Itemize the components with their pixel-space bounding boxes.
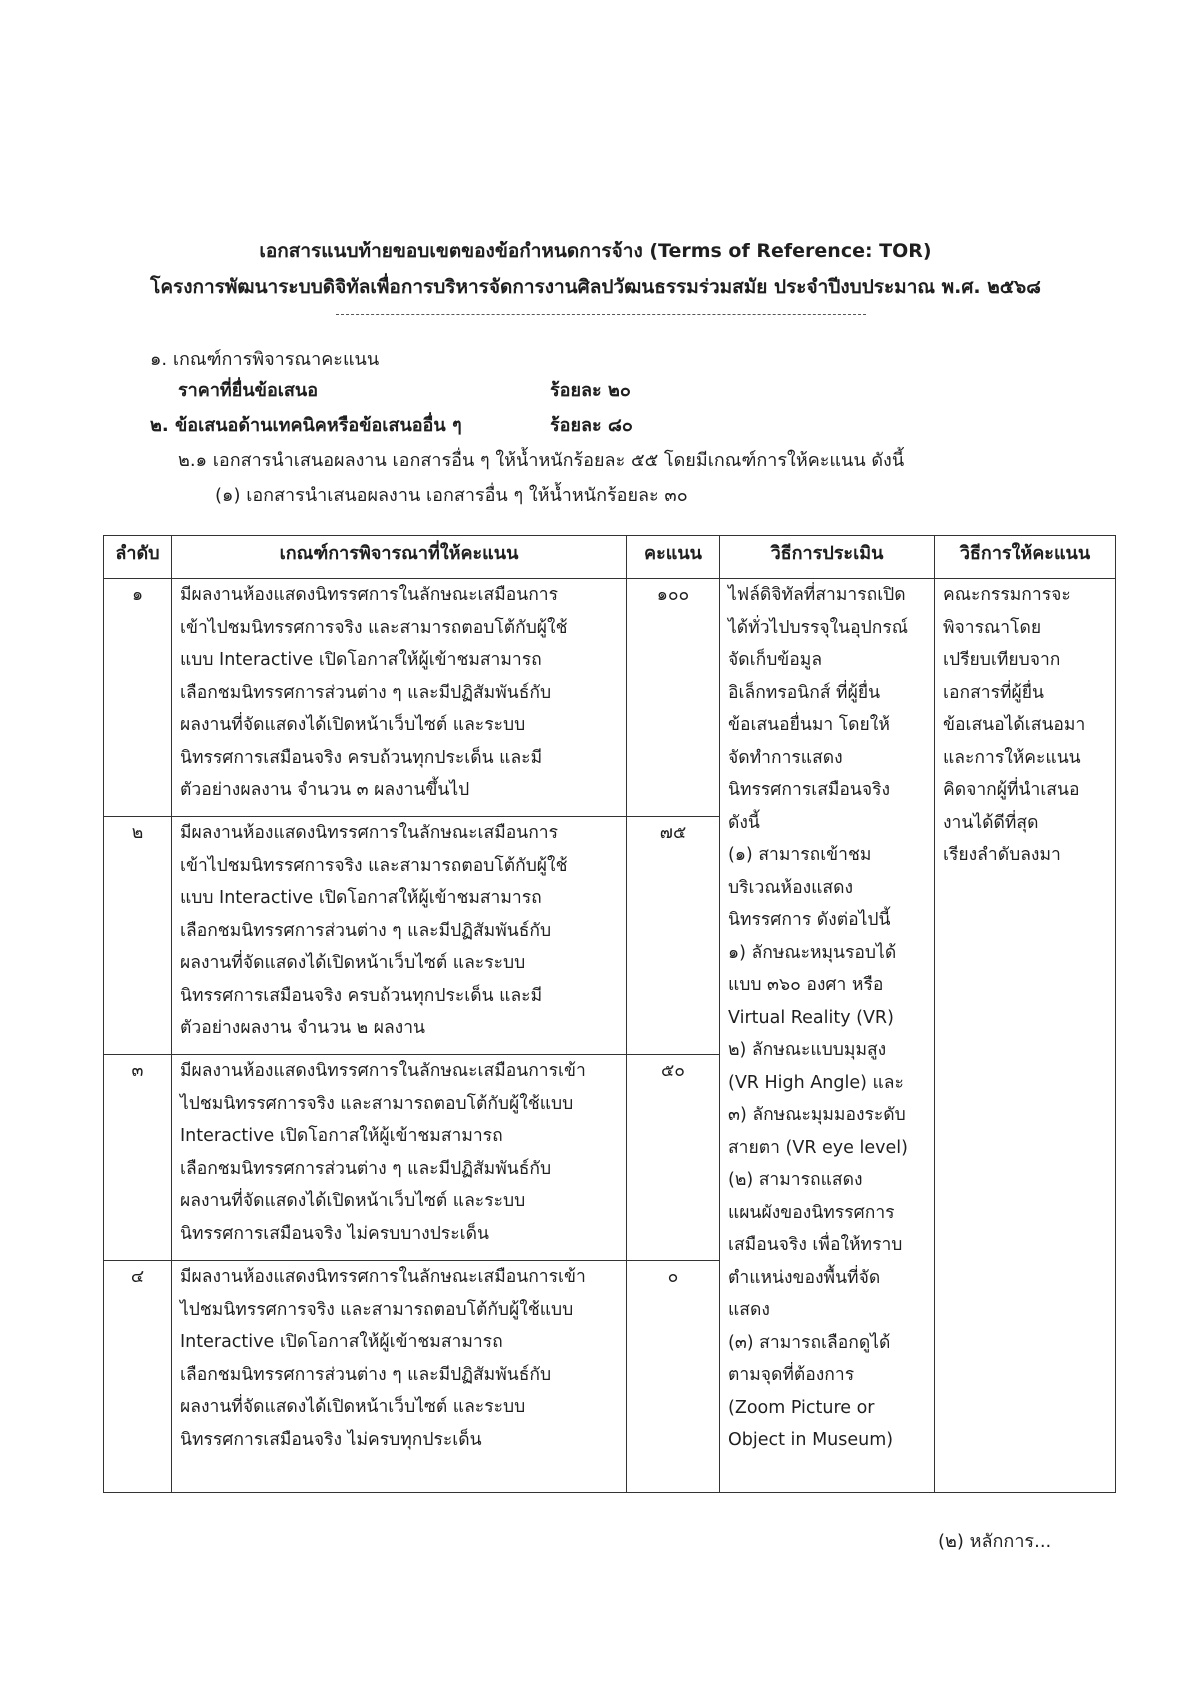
method-line: ข้อเสนอยื่นมา โดยให้: [728, 715, 890, 735]
document-title: เอกสารแนบท้ายขอบเขตของข้อกำหนดการจ้าง (Terms of Reference: TOR): [259, 240, 932, 262]
criteria-line: นิทรรศการเสมือนจริง ครบถ้วนทุกประเด็น และมี: [180, 985, 543, 1006]
method-line: ได้ทั่วไปบรรจุในอุปกรณ์: [728, 617, 908, 638]
method-line: ๒) ลักษณะแบบมุมสูง: [728, 1040, 887, 1060]
method-line: สายตา (VR eye level): [728, 1137, 908, 1158]
method-line: อิเล็กทรอนิกส์ ที่ผู้ยื่น: [728, 682, 881, 703]
row-criteria: [172, 1055, 627, 1261]
criteria-line: เข้าไปชมนิทรรศการจริง และสามารถตอบโต้กับผู้ใช้: [180, 617, 568, 638]
criteria-line: แบบ Interactive เปิดโอกาสให้ผู้เข้าชมสามารถ: [180, 650, 542, 670]
method-line: แบบ ๓๖๐ องศา หรือ: [728, 975, 884, 995]
criteria-line: Interactive เปิดโอกาสให้ผู้เข้าชมสามารถ: [180, 1126, 503, 1146]
section-2-1-1: (๑) เอกสารนำเสนอผลงาน เอกสารอื่น ๆ ให้น้ำหนักร้อยละ ๓๐: [215, 485, 688, 506]
criteria-line: นิทรรศการเสมือนจริง ไม่ครบบางประเด็น: [180, 1223, 489, 1244]
method-line: ตำแหน่งของพื้นที่จัด: [728, 1267, 881, 1288]
header-order: ลำดับ: [104, 536, 172, 579]
criteria-line: เลือกชมนิทรรศการส่วนต่าง ๆ และมีปฏิสัมพันธ์กับ: [180, 682, 552, 703]
method-line: แผนผังของนิทรรศการ: [728, 1202, 895, 1223]
scoring-line: งานได้ดีที่สุด: [943, 812, 1039, 833]
row-score: ๐: [627, 1261, 720, 1493]
project-title: โครงการพัฒนาระบบดิจิทัลเพื่อการบริหารจัดการงานศิลปวัฒนธรรมร่วมสมัย ประจำปีงบประมาณ พ.ศ. ๒๕๖๘: [150, 276, 1041, 298]
header-scoring: วิธีการให้คะแนน: [935, 536, 1116, 579]
section-2-1: ๒.๑ เอกสารนำเสนอผลงาน เอกสารอื่น ๆ ให้น้ำหนักร้อยละ ๕๕ โดยมีเกณฑ์การให้คะแนน ดังนี้: [178, 450, 905, 471]
method-line: เสมือนจริง เพื่อให้ทราบ: [728, 1235, 903, 1255]
row-score: ๕๐: [627, 1055, 720, 1261]
section-2-heading: ๒. ข้อเสนอด้านเทคนิคหรือข้อเสนออื่น ๆ: [150, 415, 462, 436]
method-line: (Zoom Picture or: [728, 1397, 875, 1418]
price-percent: ร้อยละ ๒๐: [550, 380, 631, 401]
evaluation-method: [720, 579, 935, 1493]
scoring-method: [935, 579, 1116, 1493]
criteria-line: ผลงานที่จัดแสดงได้เปิดหน้าเว็บไซต์ และระบบ: [180, 953, 526, 973]
scoring-line: เอกสารที่ผู้ยื่น: [943, 682, 1045, 703]
row-score: ๑๐๐: [627, 579, 720, 817]
row-criteria: [172, 817, 627, 1055]
table-header-row: [104, 536, 1116, 579]
row-number: ๑: [104, 579, 172, 817]
method-line: Object in Museum): [728, 1430, 894, 1450]
method-line: (๒) สามารถแสดง: [728, 1170, 863, 1190]
scoring-line: คณะกรรมการจะ: [943, 585, 1071, 605]
criteria-line: ผลงานที่จัดแสดงได้เปิดหน้าเว็บไซต์ และระบบ: [180, 1397, 526, 1417]
scoring-line: เรียงลำดับลงมา: [943, 845, 1061, 865]
criteria-line: Interactive เปิดโอกาสให้ผู้เข้าชมสามารถ: [180, 1332, 503, 1352]
criteria-line: เลือกชมนิทรรศการส่วนต่าง ๆ และมีปฏิสัมพันธ์กับ: [180, 920, 552, 941]
scoring-line: พิจารณาโดย: [943, 617, 1042, 638]
row-criteria: [172, 1261, 627, 1493]
method-line: ตามจุดที่ต้องการ: [728, 1365, 855, 1385]
criteria-table: [103, 535, 1116, 1493]
criteria-line: นิทรรศการเสมือนจริง ไม่ครบทุกประเด็น: [180, 1429, 482, 1450]
method-line: ๓) ลักษณะมุมมองระดับ: [728, 1105, 906, 1125]
header-method: วิธีการประเมิน: [720, 536, 935, 579]
method-line: นิทรรศการเสมือนจริง: [728, 780, 891, 800]
method-line: ๑) ลักษณะหมุนรอบได้: [728, 942, 897, 963]
section-1-heading: ๑. เกณฑ์การพิจารณาคะแนน: [150, 349, 380, 370]
criteria-line: ตัวอย่างผลงาน จำนวน ๒ ผลงาน: [180, 1018, 426, 1038]
criteria-line: มีผลงานห้องแสดงนิทรรศการในลักษณะเสมือนการ: [180, 585, 559, 605]
method-line: (๓) สามารถเลือกดูได้: [728, 1332, 891, 1353]
row-criteria: [172, 579, 627, 817]
criteria-line: ไปชมนิทรรศการจริง และสามารถตอบโต้กับผู้ใช้แบบ: [180, 1093, 574, 1114]
criteria-line: เลือกชมนิทรรศการส่วนต่าง ๆ และมีปฏิสัมพันธ์กับ: [180, 1158, 552, 1179]
continuation-note: (๒) หลักการ...: [938, 1531, 1052, 1552]
header-criteria: เกณฑ์การพิจารณาที่ให้คะแนน: [172, 536, 627, 579]
method-line: แสดง: [728, 1300, 770, 1320]
method-line: จัดเก็บข้อมูล: [728, 650, 823, 670]
row-number: ๔: [104, 1261, 172, 1493]
criteria-line: ผลงานที่จัดแสดงได้เปิดหน้าเว็บไซต์ และระบบ: [180, 715, 526, 735]
method-line: ดังนี้: [728, 812, 760, 833]
row-number: ๒: [104, 817, 172, 1055]
header-score: คะแนน: [627, 536, 720, 579]
criteria-line: มีผลงานห้องแสดงนิทรรศการในลักษณะเสมือนการเข้า: [180, 1267, 586, 1287]
criteria-line: เลือกชมนิทรรศการส่วนต่าง ๆ และมีปฏิสัมพันธ์กับ: [180, 1364, 552, 1385]
method-line: Virtual Reality (VR): [728, 1007, 894, 1028]
scoring-line: คิดจากผู้ที่นำเสนอ: [943, 780, 1080, 800]
method-line: ไฟล์ดิจิทัลที่สามารถเปิด: [728, 585, 906, 605]
scoring-line: และการให้คะแนน: [943, 747, 1081, 768]
scoring-line: เปรียบเทียบจาก: [943, 650, 1061, 670]
method-line: จัดทำการแสดง: [728, 747, 843, 768]
row-number: ๓: [104, 1055, 172, 1261]
criteria-line: มีผลงานห้องแสดงนิทรรศการในลักษณะเสมือนการ: [180, 823, 559, 843]
method-line: นิทรรศการ ดังต่อไปนี้: [728, 910, 891, 930]
method-line: (๑) สามารถเข้าชม: [728, 845, 872, 865]
criteria-line: แบบ Interactive เปิดโอกาสให้ผู้เข้าชมสามารถ: [180, 888, 542, 908]
criteria-line: มีผลงานห้องแสดงนิทรรศการในลักษณะเสมือนการเข้า: [180, 1061, 586, 1081]
scoring-line: ข้อเสนอได้เสนอมา: [943, 715, 1086, 735]
price-label: ราคาที่ยื่นข้อเสนอ: [178, 380, 319, 401]
criteria-line: ตัวอย่างผลงาน จำนวน ๓ ผลงานขึ้นไป: [180, 780, 470, 800]
row-score: ๗๕: [627, 817, 720, 1055]
criteria-line: เข้าไปชมนิทรรศการจริง และสามารถตอบโต้กับผู้ใช้: [180, 855, 568, 876]
criteria-line: ไปชมนิทรรศการจริง และสามารถตอบโต้กับผู้ใช้แบบ: [180, 1299, 574, 1320]
dashed-divider: [336, 314, 866, 315]
table-row: [104, 579, 1116, 817]
method-line: (VR High Angle) และ: [728, 1072, 904, 1093]
method-line: บริเวณห้องแสดง: [728, 877, 854, 898]
technical-percent: ร้อยละ ๘๐: [550, 415, 633, 436]
criteria-line: ผลงานที่จัดแสดงได้เปิดหน้าเว็บไซต์ และระบบ: [180, 1191, 526, 1211]
criteria-line: นิทรรศการเสมือนจริง ครบถ้วนทุกประเด็น และมี: [180, 747, 543, 768]
